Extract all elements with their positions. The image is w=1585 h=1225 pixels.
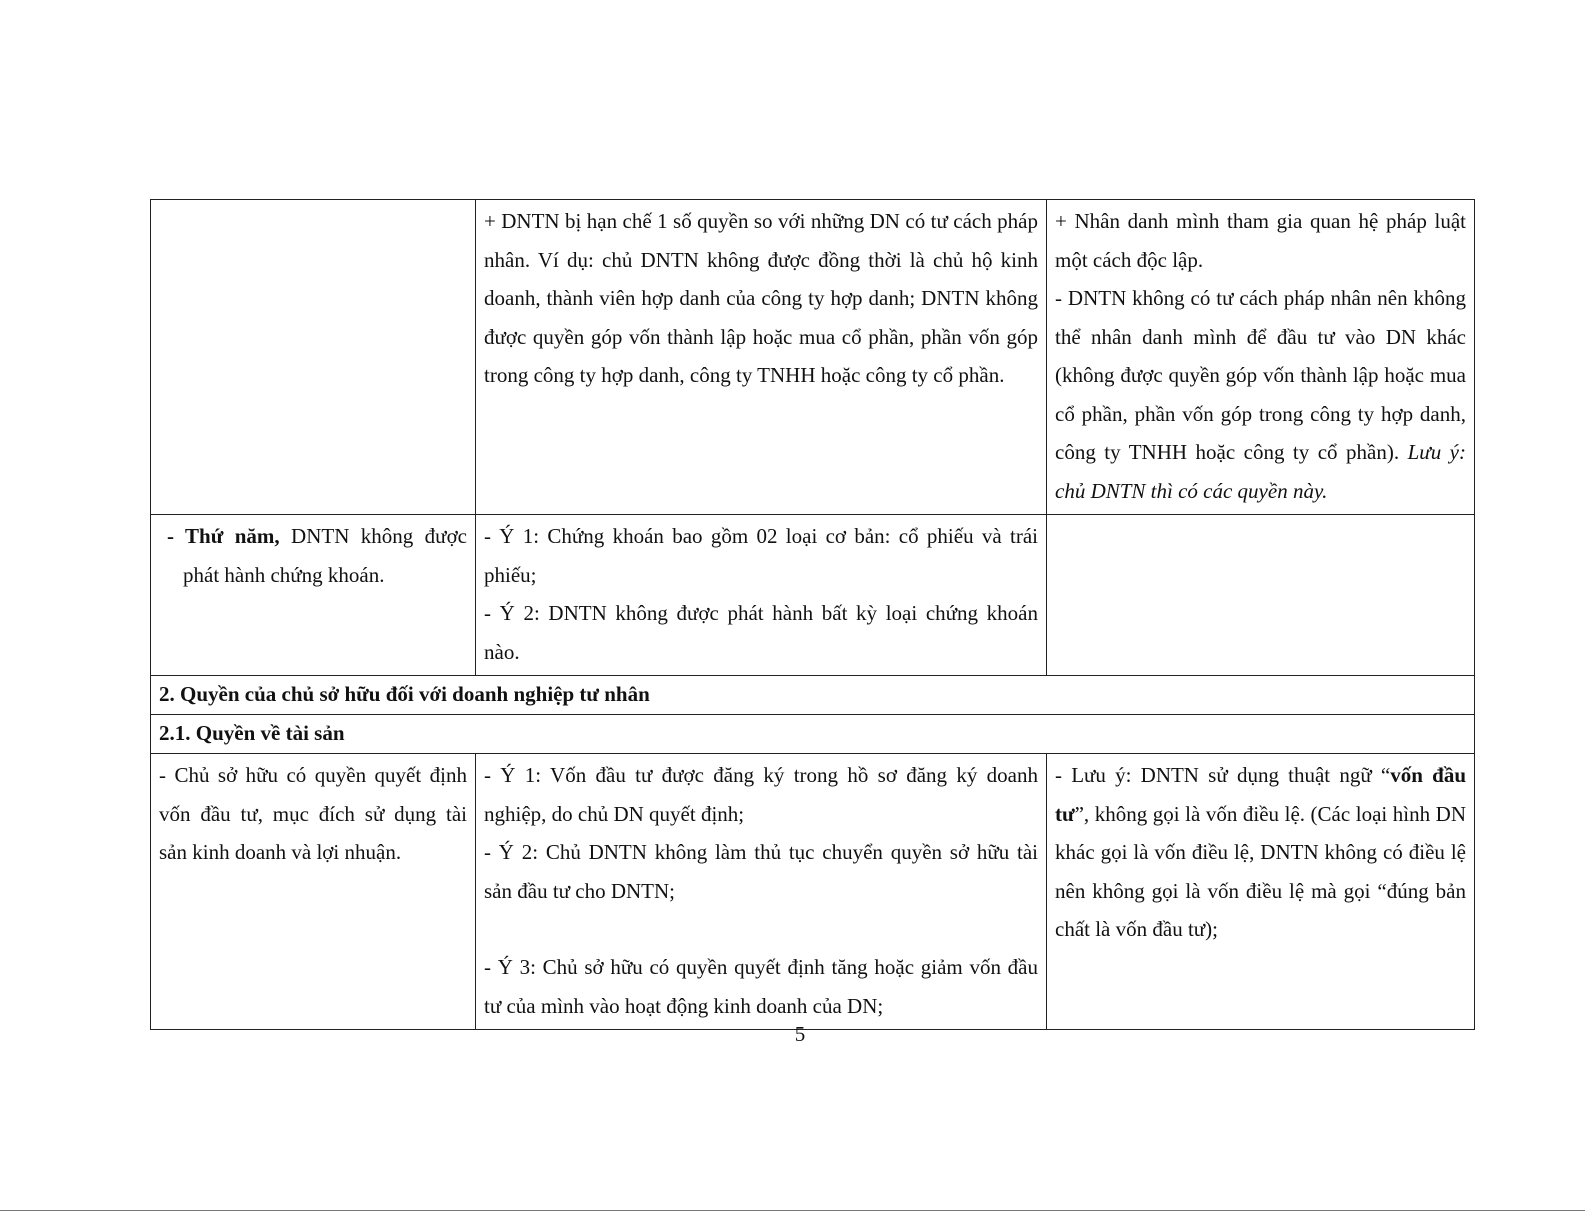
table-cell-empty [151,200,476,515]
table-cell [151,754,476,1030]
table-row [151,515,1475,676]
cell-text: - DNTN không có tư cách pháp nhân nên không thể nhân danh mình để đầu tư vào DN khác (không được quyền góp vốn thành lập hoặc mua cổ phần, phần vốn góp trong công ty hợp danh, công ty TNHH hoặc công ty cổ phần). [1055,286,1466,464]
table-row [151,715,1475,754]
cell-text: ”, không gọi là vốn điều lệ. (Các loại hình DN khác gọi là vốn điều lệ, DNTN không có điều lệ nên không gọi là vốn điều lệ mà gọi “đúng bản chất là vốn đầu tư); [1055,801,1466,941]
cell-text: - Chủ sở hữu có quyền quyết định vốn đầu tư, mục đích sử dụng tài sản kinh doanh và lợi nhuận. [159,763,467,864]
cell-text: - Ý 1: Vốn đầu tư được đăng ký trong hồ sơ đăng ký doanh nghiệp, do chủ DN quyết định; [484,763,1038,826]
cell-text: - Ý 2: Chủ DNTN không làm thủ tục chuyển quyền sở hữu tài sản đầu tư cho DNTN; [484,840,1038,903]
cell-text: - Lưu ý: DNTN sử dụng thuật ngữ “ [1055,763,1391,787]
cell-text: - Ý 1: Chứng khoán bao gồm 02 loại cơ bản: cổ phiếu và trái phiếu; [484,524,1038,587]
page-number: 5 [794,1022,806,1046]
item-label: - Thứ năm, [167,524,280,548]
spacer [484,910,1038,948]
cell-text: - Ý 2: DNTN không được phát hành bất kỳ loại chứng khoán nào. [484,601,1038,664]
table-cell [1047,754,1475,1030]
cell-text: + Nhân danh mình tham gia quan hệ pháp luật một cách độc lập. [1055,209,1466,272]
table-cell [151,515,476,676]
term-text: vốn đầu tư [1055,763,1466,826]
table-row [151,200,1475,515]
note-text: Lưu ý: chủ DNTN thì có các quyền này. [1055,440,1466,503]
subsection-heading: 2.1. Quyền về tài sản [151,715,1475,754]
table-cell-empty [1047,515,1475,676]
table-cell [476,515,1047,676]
table-row [151,754,1475,1030]
table-row [151,676,1475,715]
cell-text: DNTN không được phát hành chứng khoán. [183,524,467,587]
table-cell [476,200,1047,515]
table-cell [1047,200,1475,515]
content-table [150,199,1475,1030]
cell-text: + DNTN bị hạn chế 1 số quyền so với những DN có tư cách pháp nhân. Ví dụ: chủ DNTN không được đồng thời là chủ hộ kinh doanh, thành viên hợp danh của công ty hợp danh; DNTN không được quyền góp vốn thành lập hoặc mua cổ phần, phần vốn góp trong công ty hợp danh, công ty TNHH hoặc công ty cổ phần. [484,209,1038,387]
divider [0,1210,1585,1211]
section-heading: 2. Quyền của chủ sở hữu đối với doanh nghiệp tư nhân [151,676,1475,715]
table-cell [476,754,1047,1030]
cell-text: - Ý 3: Chủ sở hữu có quyền quyết định tăng hoặc giảm vốn đầu tư của mình vào hoạt động kinh doanh của DN; [484,955,1038,1018]
